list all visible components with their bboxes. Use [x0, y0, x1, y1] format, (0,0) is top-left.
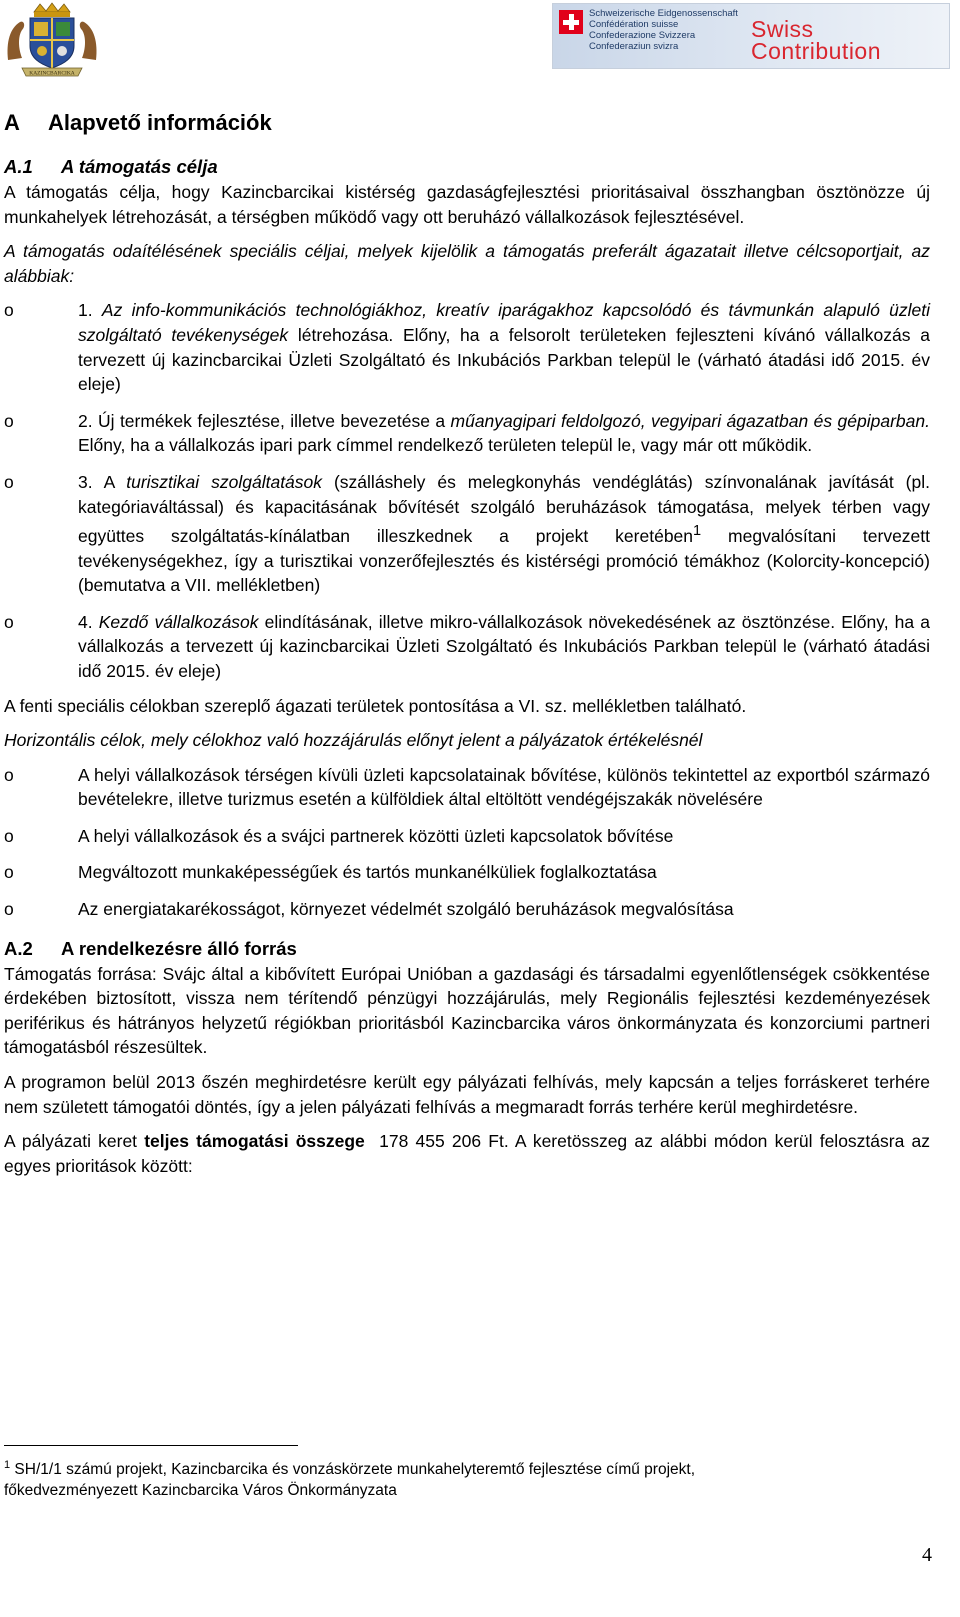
subsection-heading-a1 [4, 154, 930, 180]
bullet-marker: o [4, 825, 14, 846]
section-title: Alapvető információk [48, 110, 272, 135]
horizontal-goal-item [4, 763, 930, 812]
amount-label-bold: teljes támogatási összege [144, 1131, 365, 1152]
swiss-line: Confédération suisse [589, 19, 679, 30]
bullet-marker: o [4, 471, 14, 492]
subsection-number: A.1 [4, 156, 33, 177]
page-number: 4 [922, 1544, 932, 1566]
horizontal-goal-item [4, 824, 930, 849]
footnote-text: főkedvezményezett Kazincbarcika Város Önkormányzata [4, 1482, 397, 1500]
kazincbarcika-coat-of-arms-logo [4, 2, 100, 80]
goal-text: 2. Új termékek fejlesztése, illetve bevezetése a [78, 410, 451, 431]
amount-text: A pályázati keret [4, 1131, 145, 1152]
horizontal-goals-list [4, 763, 930, 922]
goal-text: Előny, ha a vállalkozás ipari park címmel rendelkező területen települ le, vagy már ott működik. [78, 435, 813, 456]
amount-text: 178 455 206 Ft. A keretösszeg az alábbi módon kerül felosztásra az egyes prioritások között: [4, 1131, 935, 1176]
section-number: A [4, 110, 20, 135]
bullet-marker: o [4, 764, 14, 785]
swiss-contribution-wordmark [751, 18, 881, 62]
bullet-marker: o [4, 611, 14, 632]
goal-text: elindításának, illetve mikro-vállalkozások növekedésének az ösztönzése. Előny, ha a vállalkozás a tervezett új kazincbarcikai Üzleti Szolgáltató és Inkubációs Parkban települ le (várható átadási idő 2015. év eleje) [78, 611, 930, 681]
swiss-confederation-names [589, 8, 738, 52]
goal-text: 4. [78, 611, 99, 632]
call-history-paragraph: A programon belül 2013 őszén meghirdetésre került egy pályázati felhívás, mely kapcsán a teljes forráskeret terhére nem született támogatói döntés, így a jelen pályázati felhívás a megmaradt forrás terhére kerül meghirdetésre. [4, 1072, 930, 1117]
goal-text: létrehozása. Előny, ha a felsorolt területeken fejleszteni kívánó vállalkozás a tervezett új kazincbarcikai Üzleti Szolgáltató és Inkubációs Parkban települ le (várható átadási idő 2015. év eleje) [78, 324, 930, 395]
goal-text: (szálláshely és melegkonyhás vendéglátás) színvonalának javítását (pl. kategóriaváltással) és kapacitásának bővítését szolgáló beruházások támogatása, melyek térben vagy együttes szolgáltatás-kínálatban illeszkednek a projekt keretében [78, 471, 930, 546]
subsection-heading-a2 [4, 936, 930, 962]
section-heading-a [4, 108, 930, 138]
bullet-marker: o [4, 410, 14, 431]
special-goals-intro: A támogatás odaítélésének speciális céljai, melyek kijelölik a támogatás preferált ágazatait illetve célcsoportjait, az alábbiak: [4, 241, 930, 286]
goal-text: A helyi vállalkozások és a svájci partnerek közötti üzleti kapcsolatok bővítése [78, 825, 674, 846]
bullet-marker: o [4, 300, 14, 321]
goal-text: 1. [78, 300, 102, 321]
goal-text-italic: turisztikai szolgáltatások [126, 471, 323, 492]
horizontal-goal-item [4, 897, 930, 922]
goal-text: Megváltozott munkaképességűek és tartós munkanélküliek foglalkoztatása [78, 862, 657, 883]
special-goal-item [4, 470, 930, 598]
subsection-title: A rendelkezésre álló forrás [61, 937, 297, 959]
goal-text-italic: Az info-kommunikációs technológiákhoz, kreatív iparágakhoz kapcsolódó és távmunkán alapuló üzleti szolgáltató tevékenységek [78, 300, 930, 345]
total-amount-paragraph [4, 1129, 935, 1178]
swiss-word: Swiss [751, 16, 814, 42]
goal-text: megvalósítani tervezett tevékenységekhez, így a turisztikai vonzerőfejlesztés és kistérségi promóció témákhoz (Kolorcity-koncepció) (bemutatva a VII. mellékletben) [78, 525, 931, 596]
document-body [4, 108, 935, 1178]
subsection-title: A támogatás célja [61, 156, 218, 177]
swiss-line: Confederazione Svizzera [589, 30, 696, 41]
special-goal-item [4, 610, 930, 684]
horizontal-goals-title: Horizontális célok, mely célokhoz való hozzájárulás előnyt jelent a pályázatok értékelésnél [4, 730, 703, 751]
special-goal-item [4, 409, 930, 458]
subsection-number: A.2 [4, 937, 33, 959]
goal-text-italic: műanyagipari feldolgozó, vegyipari ágazatban és gépiparban. [450, 410, 930, 431]
funding-source-paragraph: Támogatás forrása: Svájc által a kibővített Európai Unióban a gazdasági és társadalmi egyenlőtlenségek csökkentése érdekében biztosított, vissza nem térítendő pénzügyi hozzájárulás, mely Regionális fejlesztési kezdeményezések periférikus és hátrányos helyzetű régiókban prioritásból Kazincbarcika város önkormányzata és konzorciumi partneri támogatásból részesültek. [4, 963, 930, 1058]
goal-text: Az energiatakarékosságot, környezet védelmét szolgáló beruházások megvalósítása [78, 899, 734, 920]
swiss-line: Confederaziun svizra [589, 41, 679, 52]
bullet-marker: o [4, 899, 14, 920]
footnote-reference: 1 [693, 523, 702, 540]
contribution-word: Contribution [751, 38, 882, 64]
footnote [4, 1455, 904, 1501]
sector-note: A fenti speciális célokban szereplő ágazati területek pontosítása a VI. sz. mellékletben található. [4, 695, 747, 716]
special-goal-item [4, 298, 930, 396]
swiss-flag-icon [559, 10, 583, 34]
goal-text: 3. A [78, 471, 127, 492]
goal-text: A helyi vállalkozások térségen kívüli üzleti kapcsolatainak bővítése, különös tekintettel az exportból származó bevételekre, illetve turizmus esetén a külföldiek által eltöltött vendégéjszakák növelésére [78, 764, 930, 810]
footnote-separator [4, 1445, 298, 1446]
goal-text-italic: Kezdő vállalkozások [98, 611, 259, 632]
a1-intro-paragraph: A támogatás célja, hogy Kazincbarcikai kistérség gazdaságfejlesztési prioritásaival összhangban ösztönözze új munkahelyek létrehozását, a térségben működő vagy ott beruházó vállalkozások fejlesztésével. [4, 182, 930, 227]
footnote-mark: 1 [4, 1459, 11, 1471]
coat-of-arms-banner-text: KAZINCBARCIKA [29, 70, 75, 77]
horizontal-goal-item [4, 860, 930, 885]
special-goals-list [4, 298, 930, 683]
swiss-line: Schweizerische Eidgenossenschaft [589, 8, 738, 19]
bullet-marker: o [4, 862, 14, 883]
swiss-contribution-logo [552, 3, 950, 69]
footnote-text: SH/1/1 számú projekt, Kazincbarcika és vonzáskörzete munkahelyteremtő fejlesztése című projekt, [10, 1461, 696, 1479]
